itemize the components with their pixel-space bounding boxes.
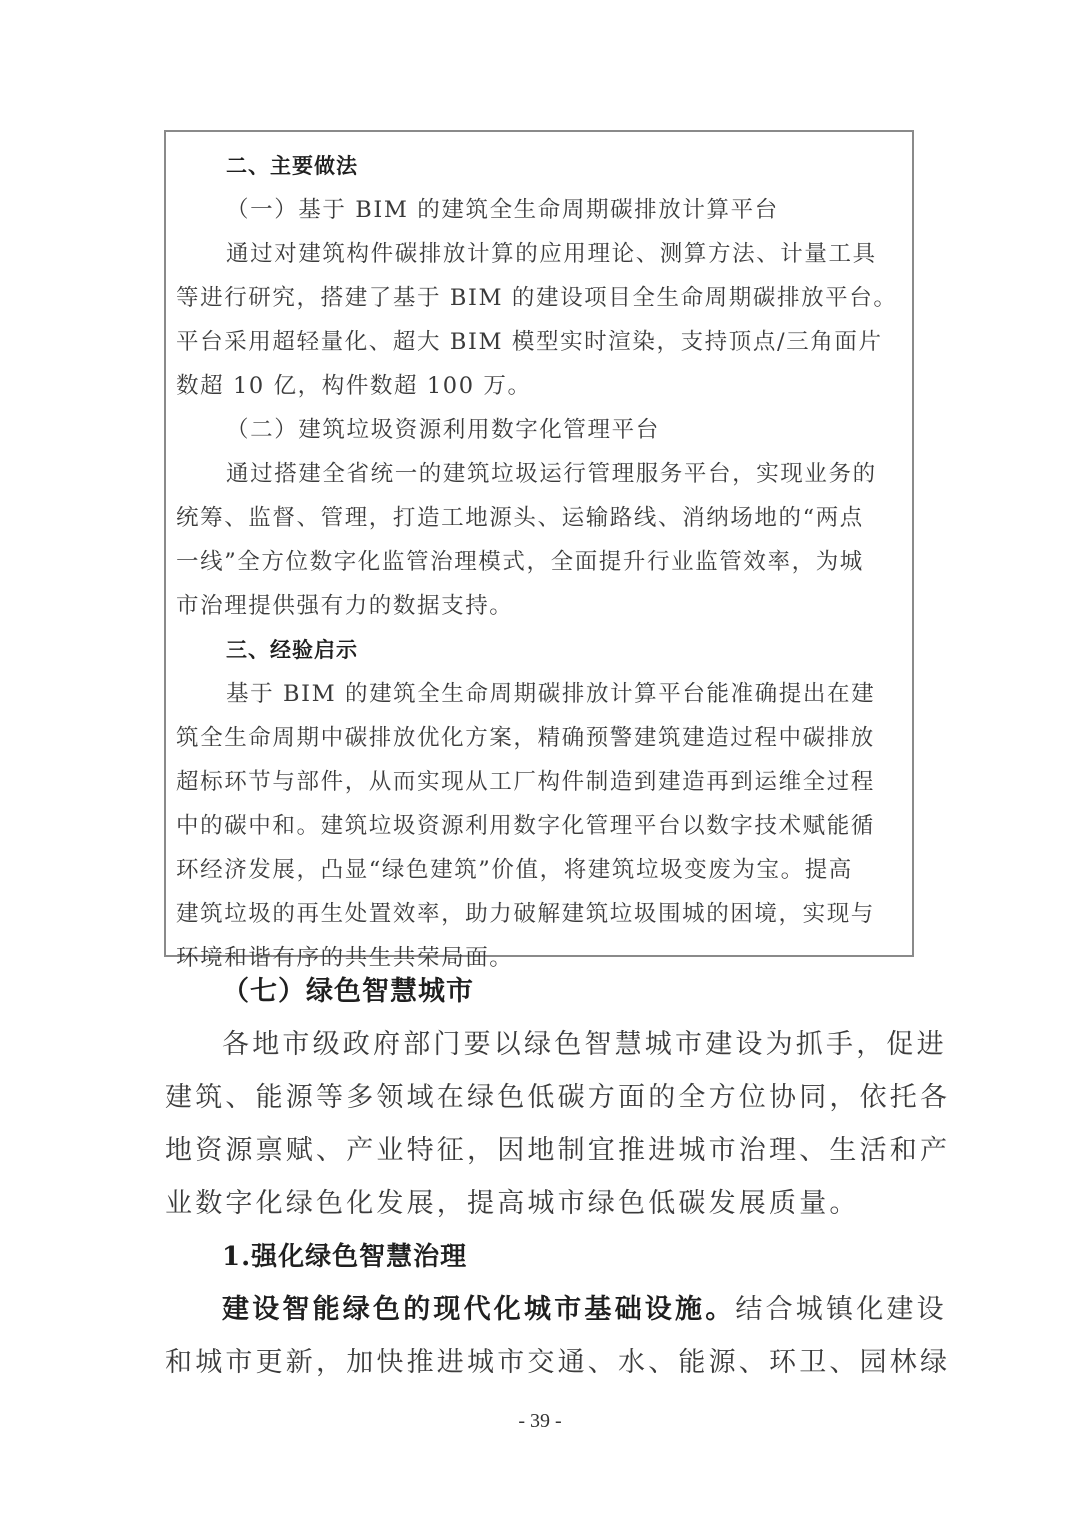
paragraph-line: 数超 10 亿，构件数超 100 万。: [176, 373, 532, 399]
paragraph-line: 等进行研究，搭建了基于 BIM 的建设项目全生命周期碳排放平台。: [176, 285, 898, 311]
paragraph-line: 筑全生命周期中碳排放优化方案，精确预警建筑建造过程中碳排放: [176, 725, 875, 751]
subsection-heading: 1.强化绿色智慧治理: [222, 1242, 468, 1272]
paragraph-line: 通过对建筑构件碳排放计算的应用理论、测算方法、计量工具: [226, 241, 877, 267]
paragraph-line: 环境和谐有序的共生共荣局面。: [176, 945, 514, 971]
paragraph-line: 平台采用超轻量化、超大 BIM 模型实时渲染，支持顶点/三角面片: [176, 329, 883, 355]
paragraph-line: 和城市更新，加快推进城市交通、水、能源、环卫、园林绿: [165, 1347, 951, 1378]
paragraph-line: 建筑垃圾的再生处置效率，助力破解建筑垃圾围城的困境，实现与: [176, 901, 875, 927]
paragraph-lead-bold: 建设智能绿色的现代化城市基础设施。: [222, 1294, 736, 1325]
paragraph-line: 基于 BIM 的建筑全生命周期碳排放计算平台能准确提出在建: [226, 681, 876, 707]
page-number: - 39 -: [518, 1410, 562, 1432]
case-study-box: [164, 130, 914, 971]
paragraph-line: 中的碳中和。建筑垃圾资源利用数字化管理平台以数字技术赋能循: [176, 813, 875, 839]
paragraph-line: 各地市级政府部门要以绿色智慧城市建设为抓手，促进: [222, 1029, 947, 1060]
paragraph-line: 通过搭建全省统一的建筑垃圾运行管理服务平台，实现业务的: [226, 461, 877, 487]
paragraph-line: 环经济发展，凸显“绿色建筑”价值，将建筑垃圾变废为宝。提高: [176, 857, 853, 883]
paragraph-line: 地资源禀赋、产业特征，因地制宜推进城市治理、生活和产: [165, 1135, 951, 1166]
paragraph-text: 结合城镇化建设: [735, 1294, 947, 1325]
paragraph-line: [165, 1284, 972, 1336]
paragraph-line: 一线”全方位数字化监管治理模式，全面提升行业监管效率，为城: [176, 549, 864, 575]
subsection-heading: （一）基于 BIM 的建筑全生命周期碳排放计算平台: [226, 197, 779, 223]
subsection-heading: （二）建筑垃圾资源利用数字化管理平台: [226, 417, 660, 443]
paragraph-line: 超标环节与部件，从而实现从工厂构件制造到建造再到运维全过程: [176, 769, 875, 795]
paragraph-line: 市治理提供强有力的数据支持。: [176, 593, 514, 619]
paragraph-line: 业数字化绿色化发展，提高城市绿色低碳发展质量。: [165, 1188, 860, 1219]
section-heading: （七）绿色智慧城市: [222, 976, 474, 1007]
section-heading: 三、经验启示: [226, 637, 358, 662]
paragraph-line: 统筹、监督、管理，打造工地源头、运输路线、消纳场地的“两点: [176, 505, 864, 531]
paragraph-line: 建筑、能源等多领域在绿色低碳方面的全方位协同，依托各: [165, 1082, 951, 1113]
section-heading: 二、主要做法: [226, 153, 358, 178]
